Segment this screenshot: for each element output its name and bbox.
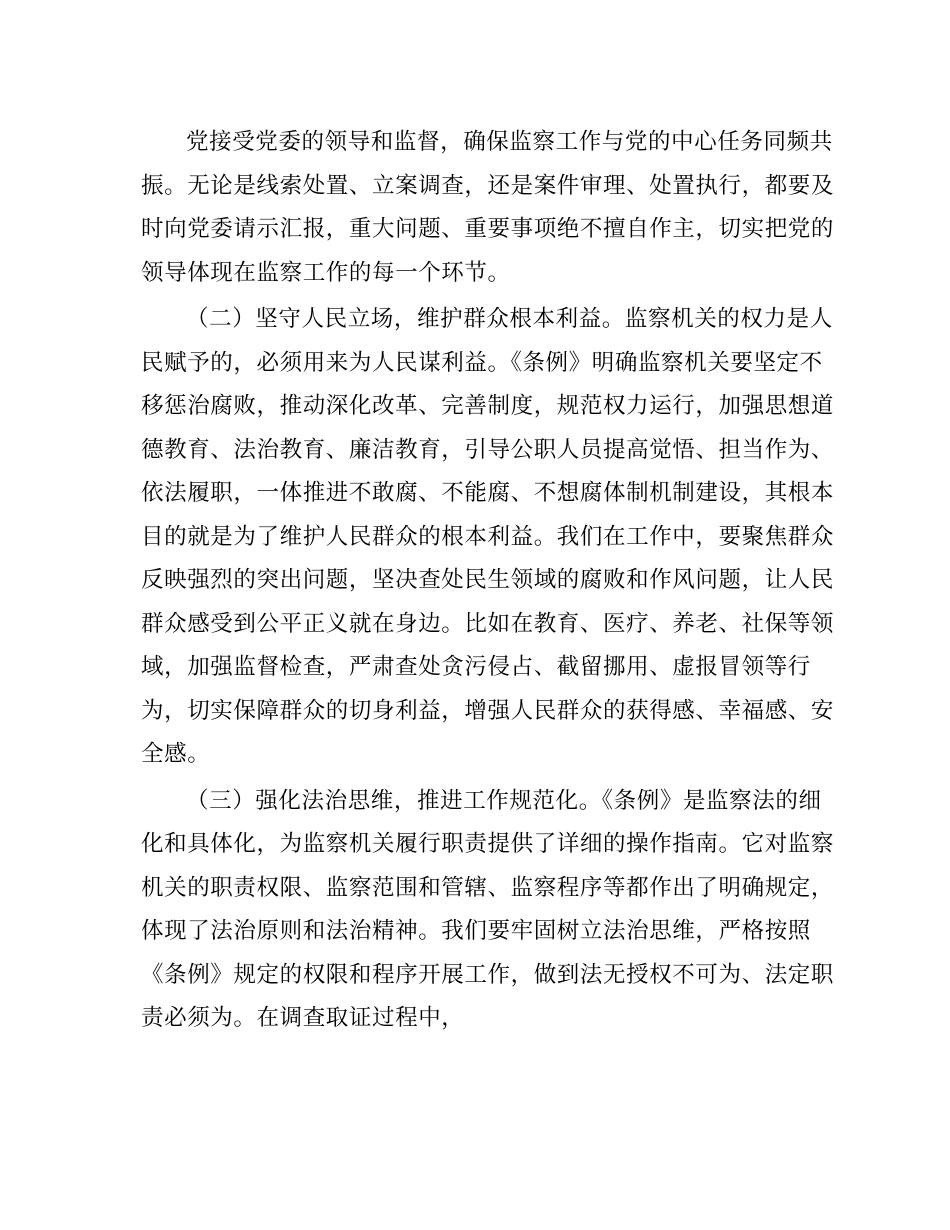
paragraph-1: 党接受党委的领导和监督，确保监察工作与党的中心任务同频共振。无论是线索处置、立案调查，还是案件审理、处置执行，都要及时向党委请示汇报，重大问题、重要事项绝不擅自作主，切实把党的领导体现在监察工作的每一个环节。 [141,129,835,286]
paragraph-3: （三）强化法治思维，推进工作规范化。《条例》是监察法的细化和具体化，为监察机关履行职责提供了详细的操作指南。它对监察机关的职责权限、监察范围和管辖、监察程序等都作出了明确规定，体现了法治原则和法治精神。我们要牢固树立法治思维，严格按照《条例》规定的权限和程序开展工作，做到法无授权不可为、法定职责必须为。在调查取证过程中， [141,787,835,1031]
document-body [141,121,836,1044]
paragraph-2: （二）坚守人民立场，维护群众根本利益。监察机关的权力是人民赋予的，必须用来为人民谋利益。《条例》明确监察机关要坚定不移惩治腐败，推动深化改革、完善制度，规范权力运行，加强思想道德教育、法治教育、廉洁教育，引导公职人员提高觉悟、担当作为、依法履职，一体推进不敢腐、不能腐、不想腐体制机制建设，其根本目的就是为了维护人民群众的根本利益。我们在工作中，要聚焦群众反映强烈的突出问题，坚决查处民生领域的腐败和作风问题，让人民群众感受到公平正义就在身边。比如在教育、医疗、养老、社保等领域，加强监督检查，严肃查处贪污侵占、截留挪用、虚报冒领等行为，切实保障群众的切身利益，增强人民群众的获得感、幸福感、安全感。 [141,306,835,767]
